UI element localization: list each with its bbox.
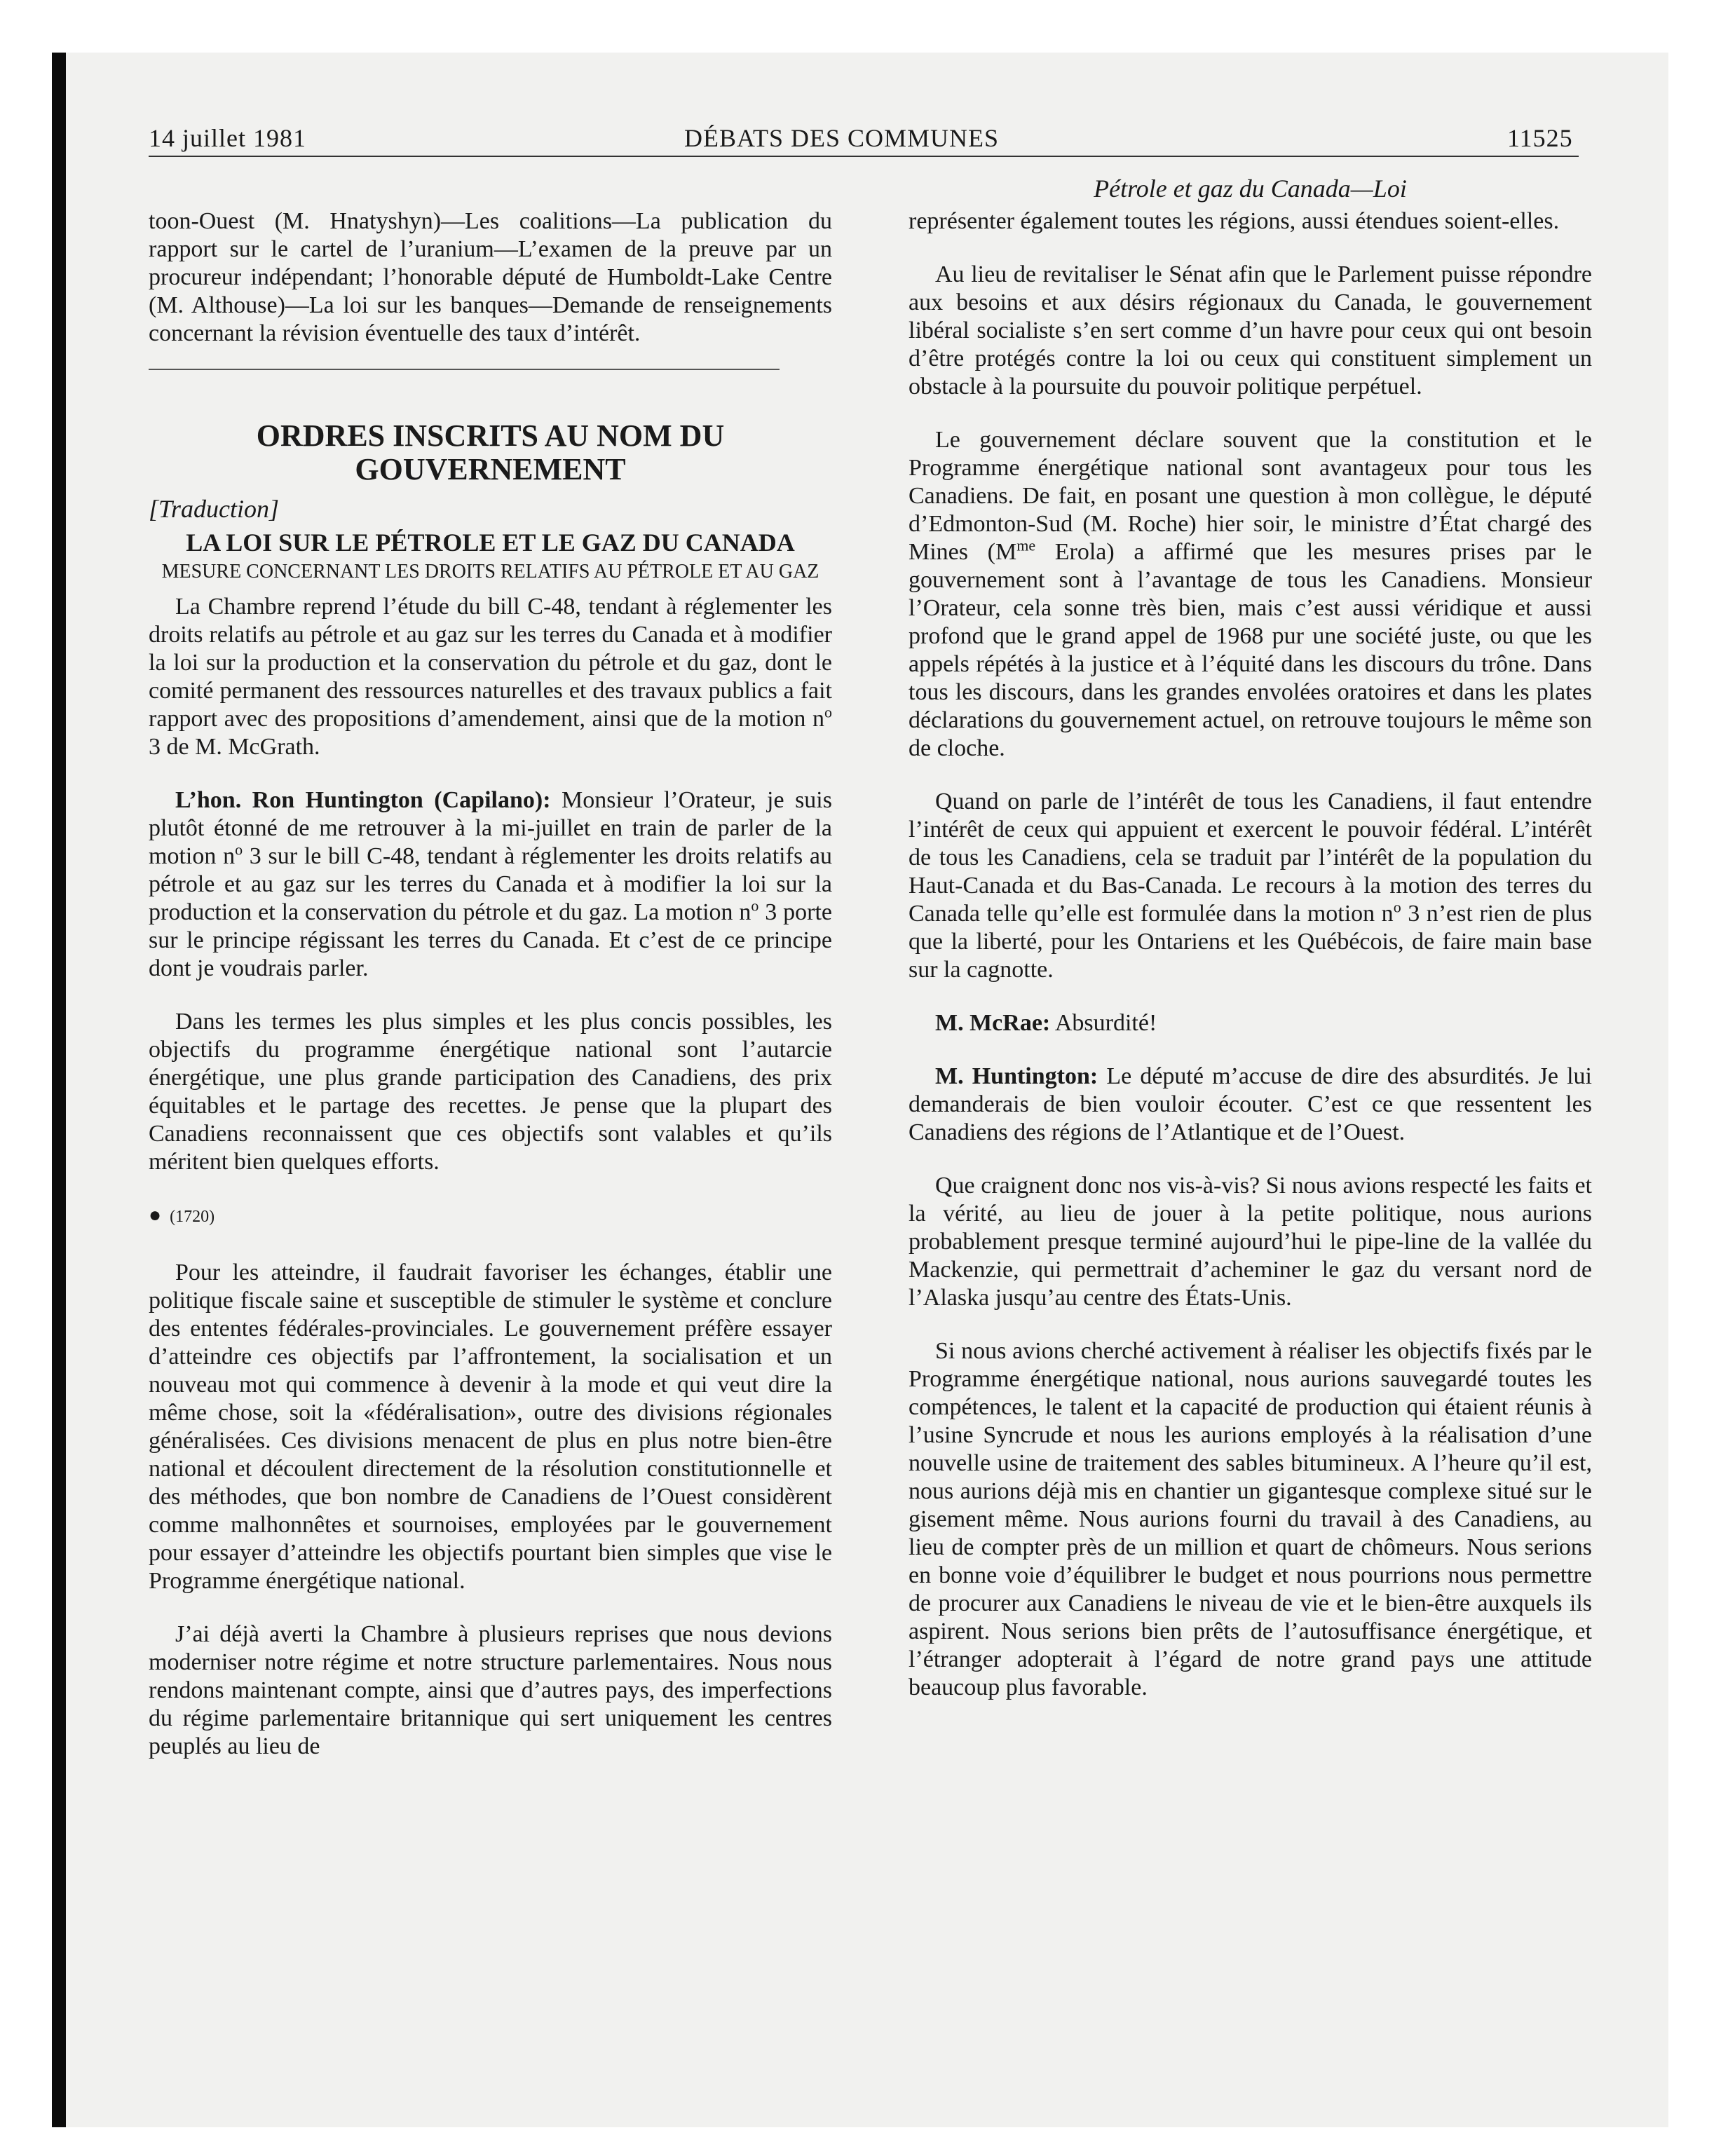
paragraph: J’ai déjà averti la Chambre à plusieurs reprises que nous devions moderniser notre régime et notre structure parlementaires. Nous nous rendons maintenant compte, ainsi que d’autres pays, des imperfections du régime parlementaire britannique qui sert uniquement les centres peuplés au lieu de	[149, 1621, 832, 1759]
paragraph: Pour les atteindre, il faudrait favoriser les échanges, établir une politique fiscale saine et susceptible de stimuler le système et conclure des ententes fédérales-provinciales. Le gouvernement préfère essayer d’atteindre ces objectifs par l’affrontement, la socialisation et un nouveau mot qui commence à devenir à la mode et qui veut dire la même chose, soit la «fédéralisation», outre des divisions régionales généralisées. Ces divisions menacent de plus en plus notre bien-être national et découlent directement de la résolution constitutionnelle et des méthodes, que bon nombre de Canadiens de l’Ouest considèrent comme malhonnêtes et sournoises, employées par le gouvernement pour essayer d’atteindre les objectifs pourtant bien simples que vise le Programme énergétique national.	[149, 1260, 832, 1594]
section-title: ORDRES INSCRITS AU NOM DU GOUVERNEMENT	[256, 418, 725, 486]
section-divider	[149, 369, 780, 370]
left-column	[149, 207, 832, 1786]
running-title: Pétrole et gaz du Canada—Loi	[1094, 175, 1407, 203]
paragraph: représenter également toutes les régions, aussi étendues soient-elles.	[909, 208, 1560, 234]
paragraph: Au lieu de revitaliser le Sénat afin que le Parlement puisse répondre aux besoins et aux désirs régionaux du Canada, le gouvernement libéral socialiste s’en sert comme d’un havre pour ceux qui ont besoin d’être protégés contre la loi ou ceux qui constituent simplement un obstacle à la poursuite du pouvoir politique perpétuel.	[909, 261, 1592, 400]
paragraph: Quand on parle de l’intérêt de tous les Canadiens, il faut entendre l’intérêt de ceux qui appuient et exercent le pouvoir fédéral. L’intérêt de tous les Canadiens, cela se traduit par l’intérêt de la population du Haut-Canada et du Bas-Canada. Le recours à la motion des terres du Canada telle qu’elle est formulée dans la motion $n^o$ 3 n’est rien de plus que la liberté, pour les Ontariens et les Québécois, de faire main base sur la cagnotte.	[909, 789, 1592, 983]
paragraph: Le gouvernement déclare souvent que la constitution et le Programme énergétique national sont avantageux pour tous les Canadiens. De fait, en posant une question à mon collègue, le député d’Edmonton-Sud (M. Roche) hier soir, le ministre d’État chargé des Mines ($M^{me}$ Erola) a affirmé que les mesures prises par le gouvernement sont à l’avantage de tous les Canadiens. Monsieur l’Orateur, cela sonne très bien, mais c’est aussi véridique et aussi profond que le grand appel de 1968 pur une société juste, ou que les appels répétés à la justice et à l’équité dans les discours du trône. Dans tous les discours, dans les grandes envolées oratoires et dans les plates déclarations du gouvernement actuel, on retrouve toujours le même son de cloche.	[909, 427, 1593, 761]
translation-note: [Traduction]	[149, 495, 280, 523]
bill-subtitle: MESURE CONCERNANT LES DROITS RELATIFS AU PÉTROLE ET AU GAZ	[161, 561, 819, 582]
paragraph: Que craignent donc nos vis-à-vis? Si nous avions respecté les faits et la vérité, au lieu de jouer à la petite politique, nous aurions probablement presque terminé aujourd’hui le pipe-line de la vallée du Mackenzie, qui permettrait d’acheminer le gaz du versant nord de l’Alaska jusqu’au centre des États-Unis.	[909, 1173, 1592, 1311]
paragraph: M. Huntington: Le député m’accuse de dire des absurdités. Je lui demanderais de bien vouloir écouter. C’est ce que ressentent les Canadiens des régions de l’Atlantique et de l’Ouest.	[909, 1063, 1592, 1145]
header-date: 14 juillet 1981	[149, 124, 306, 152]
speaker-name: M. McRae:	[935, 1010, 1051, 1036]
paragraph: Si nous avions cherché activement à réaliser les objectifs fixés par le Programme énergétique national, nous aurions sauvegardé toutes les compétences, le talent et la capacité de production qui étaient réunis à l’usine Syncrude et nous les aurions employés à la réalisation d’une nouvelle usine de traitement des sables bitumineux. A l’heure qu’il est, nous aurions déjà mis en chantier un gigantesque complexe situé sur le gisement même. Nous aurions fourni du travail à des Canadiens, au lieu de compter près de un million et quart de chômeurs. Nous serions en bonne voie d’équilibrer le budget et nous pourrions nous permettre de procurer aux Canadiens le niveau de vie et le bien-être auxquels ils aspirent. Nous serions bien prêts de l’autosuffisance énergétique, et l’étranger adopterait à l’égard de notre grand pays une attitude beaucoup plus favorable.	[909, 1338, 1592, 1700]
speaker-name: M. Huntington:	[935, 1063, 1098, 1089]
bill-title: LA LOI SUR LE PÉTROLE ET LE GAZ DU CANADA	[186, 528, 795, 557]
header-rule	[149, 156, 1579, 157]
header-page-number: 11525	[1507, 124, 1573, 152]
intro-paragraph: toon-Ouest (M. Hnatyshyn)—Les coalitions—La publication du rapport sur le cartel de l’uranium—L’examen de la preuve par un procureur indépendant; l’honorable député de Humboldt-Lake Centre (M. Althouse)—La loi sur les banques—Demande de renseignements concernant la révision éventuelle des taux d’intérêt.	[149, 208, 832, 346]
paragraph: Dans les termes les plus simples et les plus concis possibles, les objectifs du programme énergétique national sont l’autarcie énergétique, une plus grande participation des Canadiens, des prix équitables et le partage des recettes. Je pense que la plupart des Canadiens reconnaissent que ces objectifs sont valables et qu’ils méritent bien quelques efforts.	[149, 1009, 832, 1175]
paragraph: L’hon. Ron Huntington (Capilano): Monsieur l’Orateur, je suis plutôt étonné de me retrouver à la mi-juillet en train de parler de la motion $n^o$ 3 sur le bill C-48, tendant à réglementer les droits relatifs au pétrole et au gaz sur les terres du Canada et à modifier la loi sur la production et la conservation du pétrole et du gaz. La motion $n^o$ 3 porte sur le principe régissant les terres du Canada. Et c’est de ce principe dont je voudrais parler.	[149, 787, 832, 981]
right-column	[909, 207, 1592, 1727]
scan-binding-edge	[52, 53, 66, 2127]
paragraph: M. McRae: Absurdité!	[935, 1010, 1157, 1036]
speaker-name: L’hon. Ron Huntington (Capilano):	[175, 787, 551, 813]
paragraph: La Chambre reprend l’étude du bill C-48, tendant à réglementer les droits relatifs au pétrole et au gaz sur les terres du Canada et à modifier la loi sur la production et la conservation du pétrole et du gaz, dont le comité permanent des ressources naturelles et des travaux publics a fait rapport avec des propositions d’amendement, ainsi que de la motion $n^o$ 3 de M. McGrath.	[149, 594, 832, 760]
header-title: DÉBATS DES COMMUNES	[684, 124, 1000, 152]
bullet-icon: ●	[149, 1203, 162, 1227]
timestamp: ● (1720)	[149, 1203, 215, 1227]
